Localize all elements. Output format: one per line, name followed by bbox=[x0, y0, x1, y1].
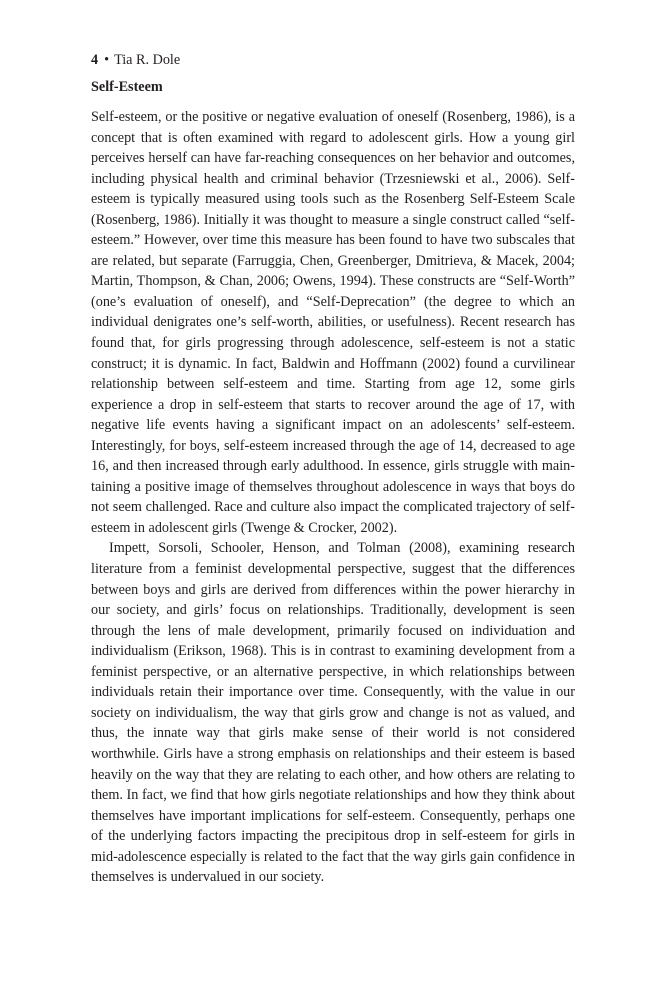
body-paragraph: Impett, Sorsoli, Schooler, Henson, and Tolman (2008), examining research literature from a feminist developmental perspective, suggest that the differences between boys and girls are derived from differences within the power hierarchy in our society, and girls’ focus on relationships. Traditionally, development is seen through the lens of male development, primarily focused on individuation and individualism (Erikson, 1968). This is in contrast to examining development from a feminist perspective, or an alternative perspective, in which relationships between individuals retain their importance over time. Consequently, with the value in our society on individualism, the way that girls grow and change is not as valued, and thus, the innate way that girls make sense of their world is not considered worthwhile. Girls have a strong emphasis on relationships and their esteem is based heavily on the way that they are relating to each other, and how others are relating to them. In fact, we find that how girls negotiate relationships and how they think about themselves have important implications for self-esteem. Consequently, perhaps one of the underlying factors impacting the precipitous drop in self-esteem for girls in mid-adolescence especially is related to the fact that the way girls gain confidence in themselves is undervalued in our society. bbox=[91, 540, 575, 886]
page-number: 4 bbox=[91, 52, 99, 68]
book-page bbox=[91, 50, 575, 888]
section-heading: Self-Esteem bbox=[91, 79, 163, 95]
running-head-author: Tia R. Dole bbox=[114, 52, 181, 68]
bullet-separator: • bbox=[104, 52, 110, 68]
running-head bbox=[91, 50, 575, 70]
body-paragraph: Self-esteem, or the positive or negative evaluation of oneself (Rosenberg, 1986), is a concept that is often examined with regard to adolescent girls. How a young girl perceives herself can have far-reaching consequences on her behavior and outcomes, including physical health and criminal behavior (Trzesniewski et al., 2006). Self-esteem is typically measured using tools such as the Rosenberg Self-Esteem Scale (Rosenberg, 1986). Initially it was thought to measure a single construct called “self-esteem.” However, over time this measure has been found to have two subscales that are related, but separate (Farruggia, Chen, Greenberger, Dmitrieva, & Macek, 2004; Martin, Thompson, & Chan, 2006; Owens, 1994). These constructs are “Self-Worth” (one’s evaluation of oneself), and “Self-Deprecation” (the degree to which an individual denigrates one’s self-worth, abilities, or usefulness). Recent research has found that, for girls progressing through adolescence, self-esteem is not a static construct; it is dynamic. In fact, Baldwin and Hoffmann (2002) found a curvilinear relationship between self-esteem and time. Starting from age 12, some girls experience a drop in self-esteem that starts to recover around the age of 17, with negative life events having a significant impact on an adolescents’ self-esteem. Interestingly, for boys, self-esteem increased through the age of 14, decreased to age 16, and then increased through early adulthood. In essence, girls struggle with maintaining a positive image of themselves throughout adolescence in ways that boys do not seem challenged. Race and culture also impact the complicated trajectory of self-esteem in adolescent girls (Twenge & Crocker, 2002). bbox=[91, 109, 575, 536]
